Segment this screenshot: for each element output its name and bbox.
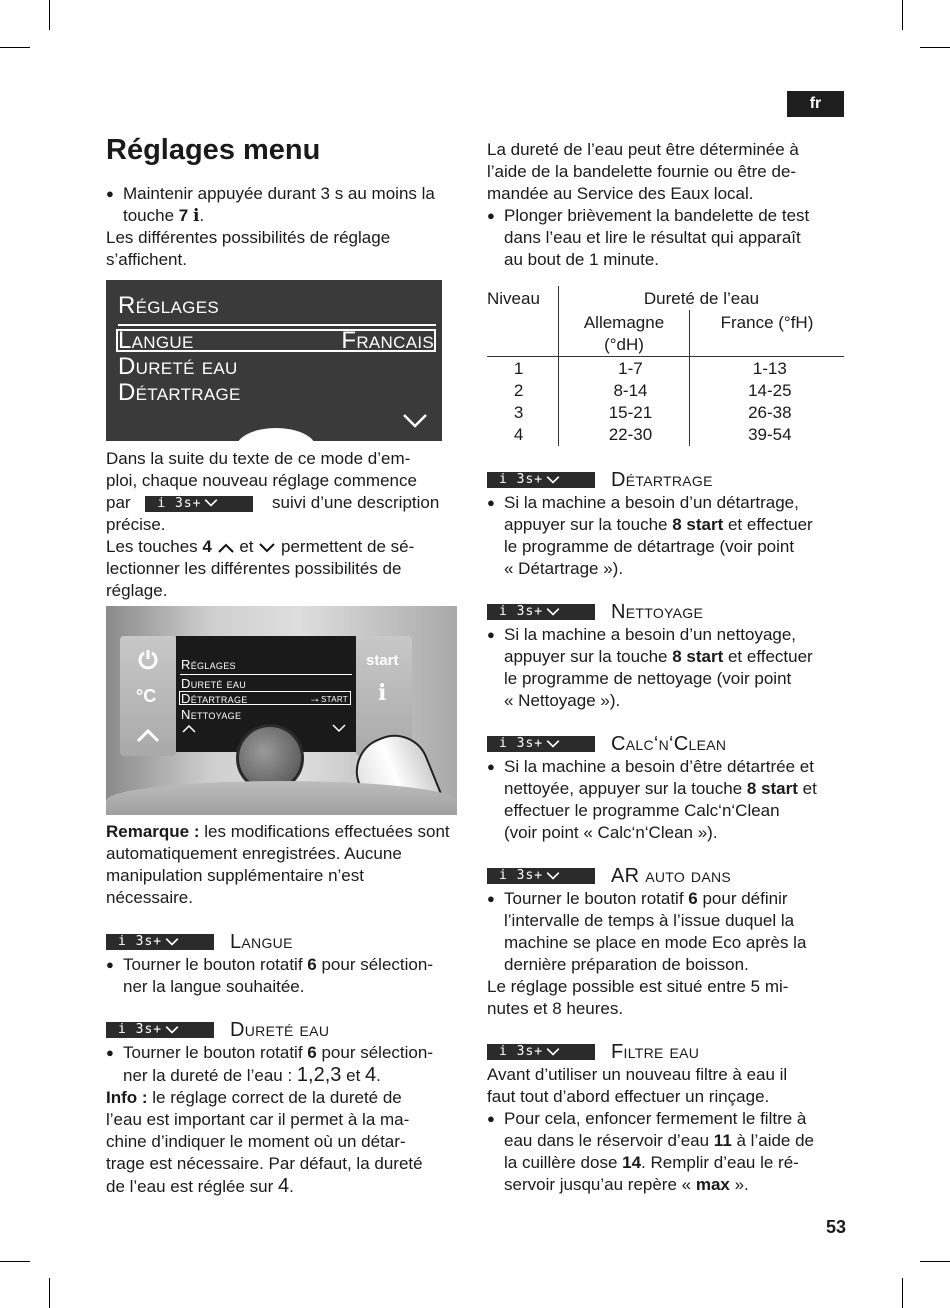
menu-key-badge: i 3s+ <box>487 1044 595 1060</box>
display-row-value: Francais <box>341 327 434 354</box>
section-title: Dureté eau <box>230 1019 330 1041</box>
screen-row: Dureté eau <box>181 676 247 691</box>
table-row: 1 1-7 1-13 <box>513 359 787 378</box>
hardness-table <box>487 286 844 446</box>
text: . <box>199 206 205 225</box>
section-header-detartrage <box>487 468 847 492</box>
table-header: Niveau <box>487 289 540 308</box>
list-item: ● Si la machine a besoin d’un détartrage, appuyer sur la touche 8 start et effectuer le programme de détartrage (voir point « Détartrage »). <box>487 492 847 580</box>
paragraph: La dureté de l’eau peut être déterminée à l’aide de la bandelette fournie ou être de- mandée au Service des Eaux local. <box>487 140 799 203</box>
section-header-durete <box>106 1018 466 1042</box>
info-icon: i <box>192 206 200 226</box>
page-title: Réglages menu <box>106 134 321 166</box>
crop-mark <box>49 1278 50 1308</box>
table-row: 4 22-30 39-54 <box>513 425 792 444</box>
chevron-down-icon <box>402 413 428 429</box>
display-row-detartrage: Détartrage <box>118 379 241 406</box>
display-row-durete: Dureté eau <box>118 353 238 380</box>
table-body <box>487 358 844 446</box>
crop-mark <box>902 0 903 30</box>
crop-mark <box>0 47 30 48</box>
machine-base <box>106 781 457 815</box>
section-title: Langue <box>230 931 293 953</box>
chevron-down-icon <box>332 724 346 733</box>
note: Remarque : les modifications effectuées sont automatiquement enregistrées. Aucune manipulation supplémentaire n’est nécessaire. <box>106 822 450 907</box>
screen-divider <box>180 674 352 675</box>
menu-key-badge: i 3s+ <box>106 934 214 950</box>
display-title: Réglages <box>118 292 219 319</box>
machine-panel-photo <box>106 606 457 815</box>
language-tab: fr <box>787 91 844 117</box>
knob-arc <box>236 428 316 441</box>
crop-mark <box>920 47 950 48</box>
table-row: 2 8-14 14-25 <box>513 381 792 400</box>
section-title: Détartrage <box>611 469 713 491</box>
menu-key-badge: i 3s+ <box>487 472 595 488</box>
crop-mark <box>0 1261 30 1262</box>
key-ref: 7 <box>178 206 189 225</box>
menu-key-badge: i 3s+ <box>145 496 253 512</box>
menu-key-badge: i 3s+ <box>106 1022 214 1038</box>
table-divider-h <box>487 356 844 357</box>
page-number: 53 <box>825 1217 846 1237</box>
menu-key-badge: i 3s+ <box>487 604 595 620</box>
chevron-up-icon <box>136 728 160 744</box>
section-title: Calc‘n‘Clean <box>611 733 727 755</box>
display-row-langue: Langue <box>118 327 194 354</box>
temperature-icon: °C <box>136 686 157 706</box>
list-item: ● Tourner le bouton rotatif 6 pour sélection- ner la dureté de l’eau : 1,2,3 et 4. <box>106 1042 466 1087</box>
display-screen <box>106 280 442 441</box>
table-subheader: France (°fH) <box>720 313 814 332</box>
start-button-label: start <box>366 652 399 669</box>
crop-mark <box>920 1261 950 1262</box>
section-title: Filtre eau <box>611 1041 700 1063</box>
section-title: Nettoyage <box>611 601 704 623</box>
screen-row-value: →start <box>308 691 348 705</box>
list-item: ● Si la machine a besoin d’être détartrée et nettoyée, appuyer sur la touche 8 start et effectuer le programme Calc‘n‘Clean (voir point « Calc‘n‘Clean »). <box>487 756 847 844</box>
chevron-up-icon <box>217 542 235 554</box>
table-row: 3 15-21 26-38 <box>513 403 792 422</box>
menu-key-badge: i 3s+ <box>487 736 595 752</box>
chevron-up-icon <box>182 724 196 733</box>
crop-mark <box>902 1278 903 1308</box>
section-header-nettoyage <box>487 600 847 624</box>
list-item: ● Plonger brièvement la bandelette de test dans l’eau et lire le résultat qui apparaît au bout de 1 minute. <box>487 205 847 271</box>
list-item <box>106 183 466 227</box>
list-item: ● Pour cela, enfoncer fermement le filtre à eau dans le réservoir d’eau 11 à l’aide de la cuillère dose 14. Remplir d’eau le ré- servoir jusqu’au repère « max ». <box>487 1108 847 1196</box>
power-icon <box>137 648 159 670</box>
screen-row: Nettoyage <box>181 707 242 722</box>
paragraph: Les touches 4 et permettent de sé- lectionner les différentes possibilités de réglage. <box>106 537 415 600</box>
paragraph: Dans la suite du texte de ce mode d’em- ploi, chaque nouveau réglage commence par i 3s+ suivi d’une description précise. <box>106 449 440 534</box>
crop-mark <box>49 0 50 30</box>
section-header-calc <box>487 732 847 756</box>
display-divider <box>118 324 436 326</box>
paragraph: Les différentes possibilités de réglage s’affichent. <box>106 228 391 269</box>
text: Maintenir appuyée durant 3 s au moins la <box>123 184 435 203</box>
paragraph: Avant d’utiliser un nouveau filtre à eau il faut tout d’abord effectuer un rinçage. <box>487 1065 788 1106</box>
section-header-filtre <box>487 1040 847 1064</box>
screen-title: Réglages <box>181 657 236 672</box>
paragraph: Le réglage possible est situé entre 5 mi- nutes et 8 heures. <box>487 977 789 1018</box>
screen-row: Détartrage <box>181 691 248 706</box>
text: touche <box>123 206 179 225</box>
table-subheader: Allemagne (°dH) <box>583 313 665 354</box>
left-button-column <box>120 636 176 756</box>
info-icon: i <box>378 680 387 706</box>
list-item: ● Tourner le bouton rotatif 6 pour définir l’intervalle de temps à l’issue duquel la machine se place en mode Eco après la dernière préparation de boisson. <box>487 888 847 976</box>
chevron-down-icon <box>258 542 276 554</box>
list-item: ● Tourner le bouton rotatif 6 pour sélection- ner la langue souhaitée. <box>106 954 466 998</box>
section-header-langue <box>106 930 466 954</box>
table-header: Dureté de l’eau <box>643 289 760 308</box>
list-item: ● Si la machine a besoin d’un nettoyage, appuyer sur la touche 8 start et effectuer le programme de nettoyage (voir point « Nettoyage »). <box>487 624 847 712</box>
info-paragraph: Info : le réglage correct de la dureté de l’eau est important car il permet à la ma- chine d’indiquer le moment où un détar- trage est nécessaire. Par défaut, la dureté de l’eau est réglée sur 4. <box>106 1088 423 1197</box>
section-title: AR auto dans <box>611 865 732 887</box>
section-header-ar <box>487 864 847 888</box>
menu-key-badge: i 3s+ <box>487 868 595 884</box>
